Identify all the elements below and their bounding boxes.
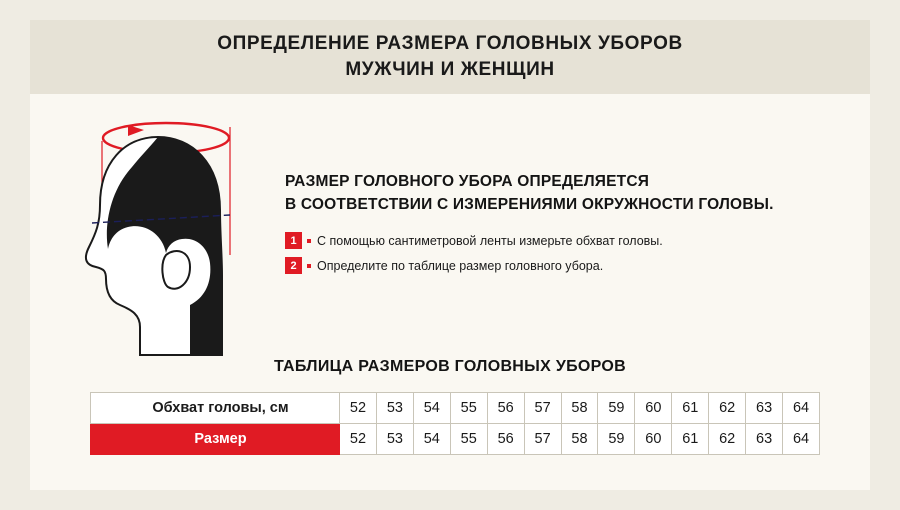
head-profile	[86, 137, 222, 355]
step-text: С помощью сантиметровой ленты измерьте обхват головы.	[317, 233, 663, 248]
step-item	[285, 257, 845, 274]
table-cell: 62	[709, 393, 746, 424]
row-label-size: Размер	[91, 424, 340, 455]
table-cell: 54	[413, 424, 450, 455]
table-cell: 59	[598, 393, 635, 424]
head-illustration	[70, 105, 290, 365]
table-title: ТАБЛИЦА РАЗМЕРОВ ГОЛОВНЫХ УБОРОВ	[273, 358, 626, 375]
table-cell: 64	[783, 393, 820, 424]
step-number-badge: 1	[285, 232, 302, 249]
table-cell: 57	[524, 424, 561, 455]
content-sheet	[30, 20, 870, 490]
table-cell: 61	[672, 393, 709, 424]
table-cell: 60	[635, 393, 672, 424]
table-cell: 55	[450, 393, 487, 424]
step-number-badge: 2	[285, 257, 302, 274]
table-cell: 55	[450, 424, 487, 455]
table-cell: 53	[376, 393, 413, 424]
header-title-line2: МУЖЧИН И ЖЕНЩИН	[345, 59, 555, 80]
header-band	[30, 20, 870, 94]
table-cell: 54	[413, 393, 450, 424]
header-title-line1: ОПРЕДЕЛЕНИЕ РАЗМЕРА ГОЛОВНЫХ УБОРОВ	[217, 33, 683, 54]
table-cell: 52	[340, 393, 377, 424]
step-bullet-icon	[307, 239, 311, 243]
table-cell: 63	[746, 424, 783, 455]
table-cell: 53	[376, 424, 413, 455]
info-title-line1: РАЗМЕР ГОЛОВНОГО УБОРА ОПРЕДЕЛЯЕТСЯ	[285, 173, 650, 190]
table-cell: 56	[487, 424, 524, 455]
table-cell: 63	[746, 393, 783, 424]
table-row	[91, 424, 820, 455]
sizes-table	[90, 392, 820, 455]
info-block	[285, 170, 845, 282]
row-label-circumference: Обхват головы, см	[91, 393, 340, 424]
info-title-line2: В СООТВЕТСТВИИ С ИЗМЕРЕНИЯМИ ОКРУЖНОСТИ ГОЛОВЫ.	[285, 196, 774, 213]
table-cell: 60	[635, 424, 672, 455]
steps-list	[285, 232, 845, 274]
table-cell: 62	[709, 424, 746, 455]
table-cell: 59	[598, 424, 635, 455]
table-cell: 56	[487, 393, 524, 424]
step-bullet-icon	[307, 264, 311, 268]
table-cell: 64	[783, 424, 820, 455]
table-cell: 58	[561, 393, 598, 424]
table-row	[91, 393, 820, 424]
table-cell: 61	[672, 424, 709, 455]
table-cell: 52	[340, 424, 377, 455]
sizes-table-wrap	[90, 392, 820, 455]
step-item	[285, 232, 845, 249]
step-text: Определите по таблице размер головного убора.	[317, 258, 604, 273]
table-cell: 57	[524, 393, 561, 424]
table-cell: 58	[561, 424, 598, 455]
